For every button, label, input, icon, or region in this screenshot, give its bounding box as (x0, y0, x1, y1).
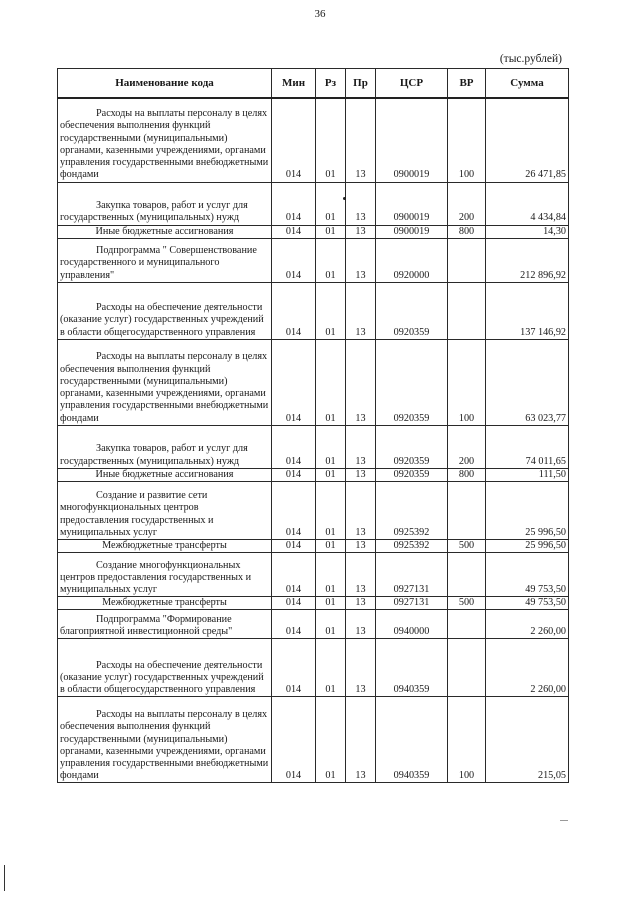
row-min: 014 (272, 597, 316, 610)
row-name-text: Подпрограмма " Совершенствование государственного и муниципального управления" (60, 245, 257, 281)
row-sum: 26 471,85 (486, 98, 569, 182)
row-pr: 13 (346, 610, 376, 639)
row-min: 014 (272, 425, 316, 468)
row-vr: 800 (448, 225, 486, 238)
row-pr: 13 (346, 182, 376, 225)
row-name-text: Расходы на обеспечение деятельности (оказание услуг) государственных учреждений в области общегосударственного управления (60, 659, 264, 696)
row-vr: 100 (448, 697, 486, 783)
table-row (58, 225, 569, 238)
row-sum: 2 260,00 (486, 639, 569, 697)
row-sum: 63 023,77 (486, 339, 569, 425)
row-pr: 13 (346, 639, 376, 697)
row-pr: 13 (346, 282, 376, 339)
row-pr: 13 (346, 468, 376, 481)
table-header-row (58, 69, 569, 99)
scan-edge-line (4, 865, 5, 891)
row-vr: 500 (448, 597, 486, 610)
table-row (58, 282, 569, 339)
row-name-text: Закупка товаров, работ и услуг для государственных (муниципальных) нужд (60, 443, 248, 467)
row-rz: 01 (316, 468, 346, 481)
table-row (58, 697, 569, 783)
row-pr: 13 (346, 339, 376, 425)
header-vr: ВР (448, 69, 486, 99)
row-csr: 0940359 (376, 639, 448, 697)
row-pr: 13 (346, 225, 376, 238)
row-min: 014 (272, 639, 316, 697)
row-csr: 0900019 (376, 98, 448, 182)
row-csr: 0925392 (376, 539, 448, 552)
row-name-text: Расходы на выплаты персоналу в целях обеспечения выполнения функций государственными (муниципальными) органами, казенными учреждениями, органами управления государственными внебюджетными фондами (60, 108, 269, 181)
row-min: 014 (272, 282, 316, 339)
row-sum: 14,30 (486, 225, 569, 238)
row-name-text: Расходы на выплаты персоналу в целях обеспечения выполнения функций государственными (муниципальными) органами, казенными учреждениями, органами управления государственными внебюджетными фондами (60, 709, 269, 782)
row-min: 014 (272, 339, 316, 425)
table-row (58, 182, 569, 225)
row-rz: 01 (316, 182, 346, 225)
row-pr: 13 (346, 597, 376, 610)
row-sum: 111,50 (486, 468, 569, 481)
row-name (58, 425, 272, 468)
row-name-text: Создание и развитие сети многофункциональных центров предоставления государственных и муниципальных услуг (60, 490, 214, 538)
row-vr: 100 (448, 339, 486, 425)
row-rz: 01 (316, 425, 346, 468)
row-sum: 25 996,50 (486, 481, 569, 539)
row-csr: 0920000 (376, 238, 448, 282)
row-rz: 01 (316, 539, 346, 552)
row-name: Межбюджетные трансферты (58, 597, 272, 610)
row-name-text: Расходы на выплаты персоналу в целях обеспечения выполнения функций государственными (муниципальными) органами, казенными учреждениями, органами управления государственными внебюджетными фондами (60, 351, 269, 424)
table-row (58, 238, 569, 282)
row-sum: 49 753,50 (486, 597, 569, 610)
row-pr: 13 (346, 425, 376, 468)
table-row (58, 639, 569, 697)
row-name-text: Расходы на обеспечение деятельности (оказание услуг) государственных учреждений в области общегосударственного управления (60, 302, 264, 338)
row-rz: 01 (316, 639, 346, 697)
row-name: Межбюджетные трансферты (58, 539, 272, 552)
scan-dot (343, 197, 346, 200)
row-csr: 0920359 (376, 425, 448, 468)
row-name (58, 639, 272, 697)
header-min: Мин (272, 69, 316, 99)
row-name: Иные бюджетные ассигнования (58, 225, 272, 238)
row-sum: 74 011,65 (486, 425, 569, 468)
units-label: (тыс.рублей) (499, 53, 562, 65)
row-vr: 200 (448, 182, 486, 225)
row-csr: 0940359 (376, 697, 448, 783)
row-rz: 01 (316, 481, 346, 539)
row-name (58, 697, 272, 783)
row-csr: 0920359 (376, 282, 448, 339)
scan-faint-mark (560, 820, 568, 821)
table-row (58, 425, 569, 468)
row-rz: 01 (316, 225, 346, 238)
row-pr: 13 (346, 98, 376, 182)
table-row (58, 597, 569, 610)
row-vr: 500 (448, 539, 486, 552)
row-vr (448, 610, 486, 639)
table-row (58, 539, 569, 552)
row-rz: 01 (316, 610, 346, 639)
row-min: 014 (272, 697, 316, 783)
row-rz: 01 (316, 238, 346, 282)
row-vr (448, 238, 486, 282)
row-min: 014 (272, 468, 316, 481)
table-row (58, 468, 569, 481)
row-name (58, 98, 272, 182)
row-name (58, 182, 272, 225)
row-vr (448, 639, 486, 697)
row-name (58, 553, 272, 597)
row-csr: 0925392 (376, 481, 448, 539)
row-rz: 01 (316, 553, 346, 597)
row-min: 014 (272, 481, 316, 539)
row-rz: 01 (316, 697, 346, 783)
row-name (58, 481, 272, 539)
row-sum: 25 996,50 (486, 539, 569, 552)
table-row (58, 481, 569, 539)
row-csr: 0927131 (376, 553, 448, 597)
table-row (58, 610, 569, 639)
row-name (58, 282, 272, 339)
row-pr: 13 (346, 481, 376, 539)
row-vr (448, 282, 486, 339)
row-min: 014 (272, 610, 316, 639)
row-vr: 800 (448, 468, 486, 481)
row-vr (448, 553, 486, 597)
row-rz: 01 (316, 339, 346, 425)
row-vr: 200 (448, 425, 486, 468)
row-pr: 13 (346, 553, 376, 597)
row-pr: 13 (346, 539, 376, 552)
row-sum: 137 146,92 (486, 282, 569, 339)
row-rz: 01 (316, 597, 346, 610)
row-pr: 13 (346, 697, 376, 783)
table-row (58, 339, 569, 425)
header-sum: Сумма (486, 69, 569, 99)
row-min: 014 (272, 238, 316, 282)
row-name-text: Подпрограмма "Формирование благоприятной инвестиционной среды" (60, 613, 233, 638)
row-min: 014 (272, 98, 316, 182)
row-csr: 0920359 (376, 468, 448, 481)
row-min: 014 (272, 553, 316, 597)
header-rz: Рз (316, 69, 346, 99)
row-csr: 0927131 (376, 597, 448, 610)
row-min: 014 (272, 539, 316, 552)
row-vr (448, 481, 486, 539)
row-sum: 4 434,84 (486, 182, 569, 225)
header-pr: Пр (346, 69, 376, 99)
row-sum: 2 260,00 (486, 610, 569, 639)
row-name: Иные бюджетные ассигнования (58, 468, 272, 481)
row-name-text: Закупка товаров, работ и услуг для государственных (муниципальных) нужд (60, 200, 248, 224)
row-name (58, 610, 272, 639)
row-min: 014 (272, 182, 316, 225)
row-sum: 49 753,50 (486, 553, 569, 597)
row-csr: 0900019 (376, 182, 448, 225)
row-csr: 0940000 (376, 610, 448, 639)
page-number: 36 (314, 8, 326, 20)
row-pr: 13 (346, 238, 376, 282)
budget-table (57, 68, 569, 783)
table-row (58, 98, 569, 182)
row-vr: 100 (448, 98, 486, 182)
row-name (58, 339, 272, 425)
row-name-text: Создание многофункциональных центров предоставления государственных и муниципальных услуг (60, 559, 252, 595)
row-csr: 0900019 (376, 225, 448, 238)
row-name (58, 238, 272, 282)
row-rz: 01 (316, 282, 346, 339)
row-csr: 0920359 (376, 339, 448, 425)
table-row (58, 553, 569, 597)
header-name: Наименование кода (58, 69, 272, 99)
header-csr: ЦСР (376, 69, 448, 99)
row-min: 014 (272, 225, 316, 238)
row-sum: 215,05 (486, 697, 569, 783)
row-rz: 01 (316, 98, 346, 182)
row-sum: 212 896,92 (486, 238, 569, 282)
